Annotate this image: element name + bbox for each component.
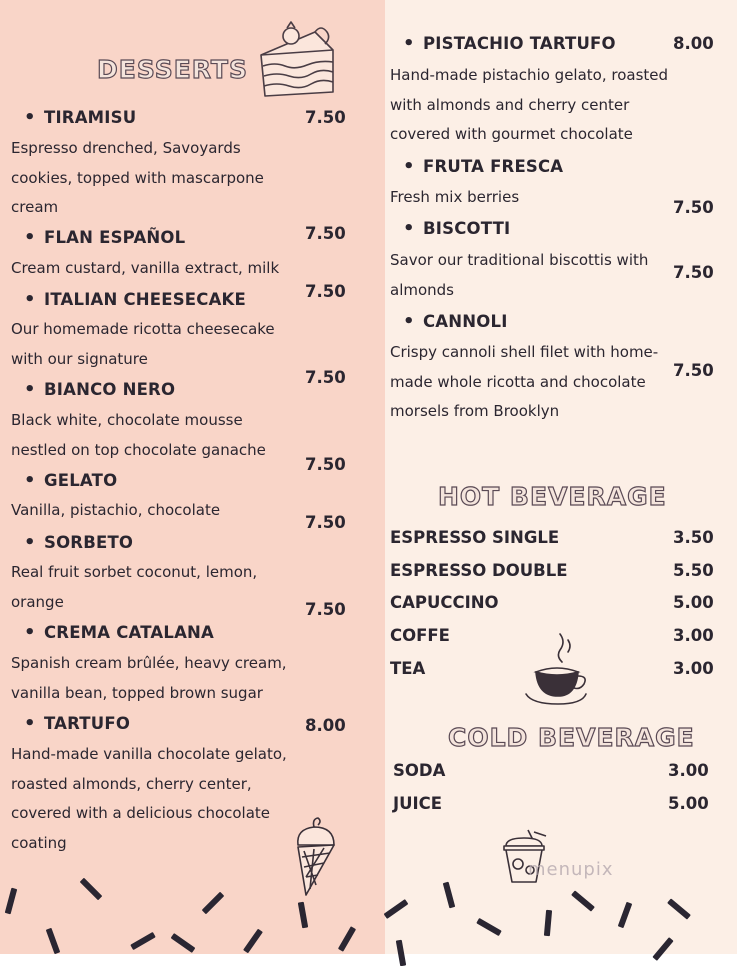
beverage-name: SODA (393, 761, 446, 780)
beverage-name: TEA (390, 659, 426, 678)
dessert-item-name: • TIRAMISU (44, 108, 136, 127)
cake-slice-icon (255, 10, 337, 98)
dessert-item-price: 7.50 (673, 361, 714, 380)
beverage-name: CAPUCCINO (390, 593, 499, 612)
dessert-item-price: 7.50 (673, 263, 714, 282)
beverage-name: ESPRESSO SINGLE (390, 528, 560, 547)
dessert-item-desc: Espresso drenched, Savoyards cookies, topped with mascarpone cream (11, 139, 264, 216)
dessert-item-price: 7.50 (673, 198, 714, 217)
dessert-item-name: • FLAN ESPAÑOL (44, 228, 185, 247)
beverage-price: 3.00 (668, 761, 709, 780)
dessert-item-name: • SORBETO (44, 533, 133, 552)
beverage-price: 5.00 (668, 794, 709, 813)
beverage-price: 3.00 (673, 659, 714, 678)
dessert-item-desc: Crispy cannoli shell filet with home- made whole ricotta and chocolate morsels from Brooklyn (390, 343, 659, 420)
dessert-item-name: • PISTACHIO TARTUFO (423, 34, 616, 53)
beverage-price: 3.00 (673, 626, 714, 645)
ice-cream-cone-icon (292, 815, 340, 897)
beverage-price: 3.50 (673, 528, 714, 547)
beverage-price: 5.00 (673, 593, 714, 612)
dessert-item-desc: Vanilla, pistachio, chocolate (11, 501, 221, 519)
dessert-item-name: • FRUTA FRESCA (423, 157, 563, 176)
dessert-item-price: 7.50 (305, 108, 346, 127)
dessert-item-price: 8.00 (305, 716, 346, 735)
dessert-item-name: • BIANCO NERO (44, 380, 175, 399)
dessert-item-desc: Spanish cream brûlée, heavy cream, vanilla bean, topped brown sugar (11, 654, 287, 702)
coffee-cup-icon (522, 630, 588, 708)
dessert-item-price: 7.50 (305, 224, 346, 243)
beverage-name: JUICE (393, 794, 443, 813)
beverage-name: COFFE (390, 626, 450, 645)
beverage-price: 5.50 (673, 561, 714, 580)
dessert-item-desc: Fresh mix berries (390, 188, 520, 206)
dessert-item-price: 7.50 (305, 282, 346, 301)
watermark-text: menupix (528, 859, 614, 880)
dessert-item-desc: Cream custard, vanilla extract, milk (11, 259, 280, 277)
dessert-item-name: • ITALIAN CHEESECAKE (44, 290, 246, 309)
hot-beverage-heading: HOT BEVERAGE (438, 482, 667, 511)
dessert-item-name: • GELATO (44, 471, 117, 490)
beverage-name: ESPRESSO DOUBLE (390, 561, 568, 580)
dessert-item-name: • TARTUFO (44, 714, 130, 733)
dessert-item-price: 7.50 (305, 600, 346, 619)
dessert-item-desc: Real fruit sorbet coconut, lemon, orange (11, 563, 258, 611)
dessert-item-price: 7.50 (305, 513, 346, 532)
dessert-item-desc: Hand-made pistachio gelato, roasted with almonds and cherry center covered with gourmet chocolate (390, 66, 669, 143)
dessert-item-desc: Savor our traditional biscottis with almonds (390, 251, 649, 299)
cold-beverage-heading: COLD BEVERAGE (448, 723, 695, 752)
dessert-item-name: • BISCOTTI (423, 219, 510, 238)
desserts-heading: DESSERTS (97, 55, 248, 84)
dessert-item-price: 8.00 (673, 34, 714, 53)
dessert-item-name: • CANNOLI (423, 312, 508, 331)
dessert-item-price: 7.50 (305, 455, 346, 474)
dessert-item-desc: Hand-made vanilla chocolate gelato, roasted almonds, cherry center, covered with a delicious chocolate coating (11, 745, 287, 852)
dessert-item-desc: Black white, chocolate mousse nestled on top chocolate ganache (11, 411, 266, 459)
dessert-item-name: • CREMA CATALANA (44, 623, 214, 642)
dessert-item-desc: Our homemade ricotta cheesecake with our signature (11, 320, 275, 368)
dessert-item-price: 7.50 (305, 368, 346, 387)
